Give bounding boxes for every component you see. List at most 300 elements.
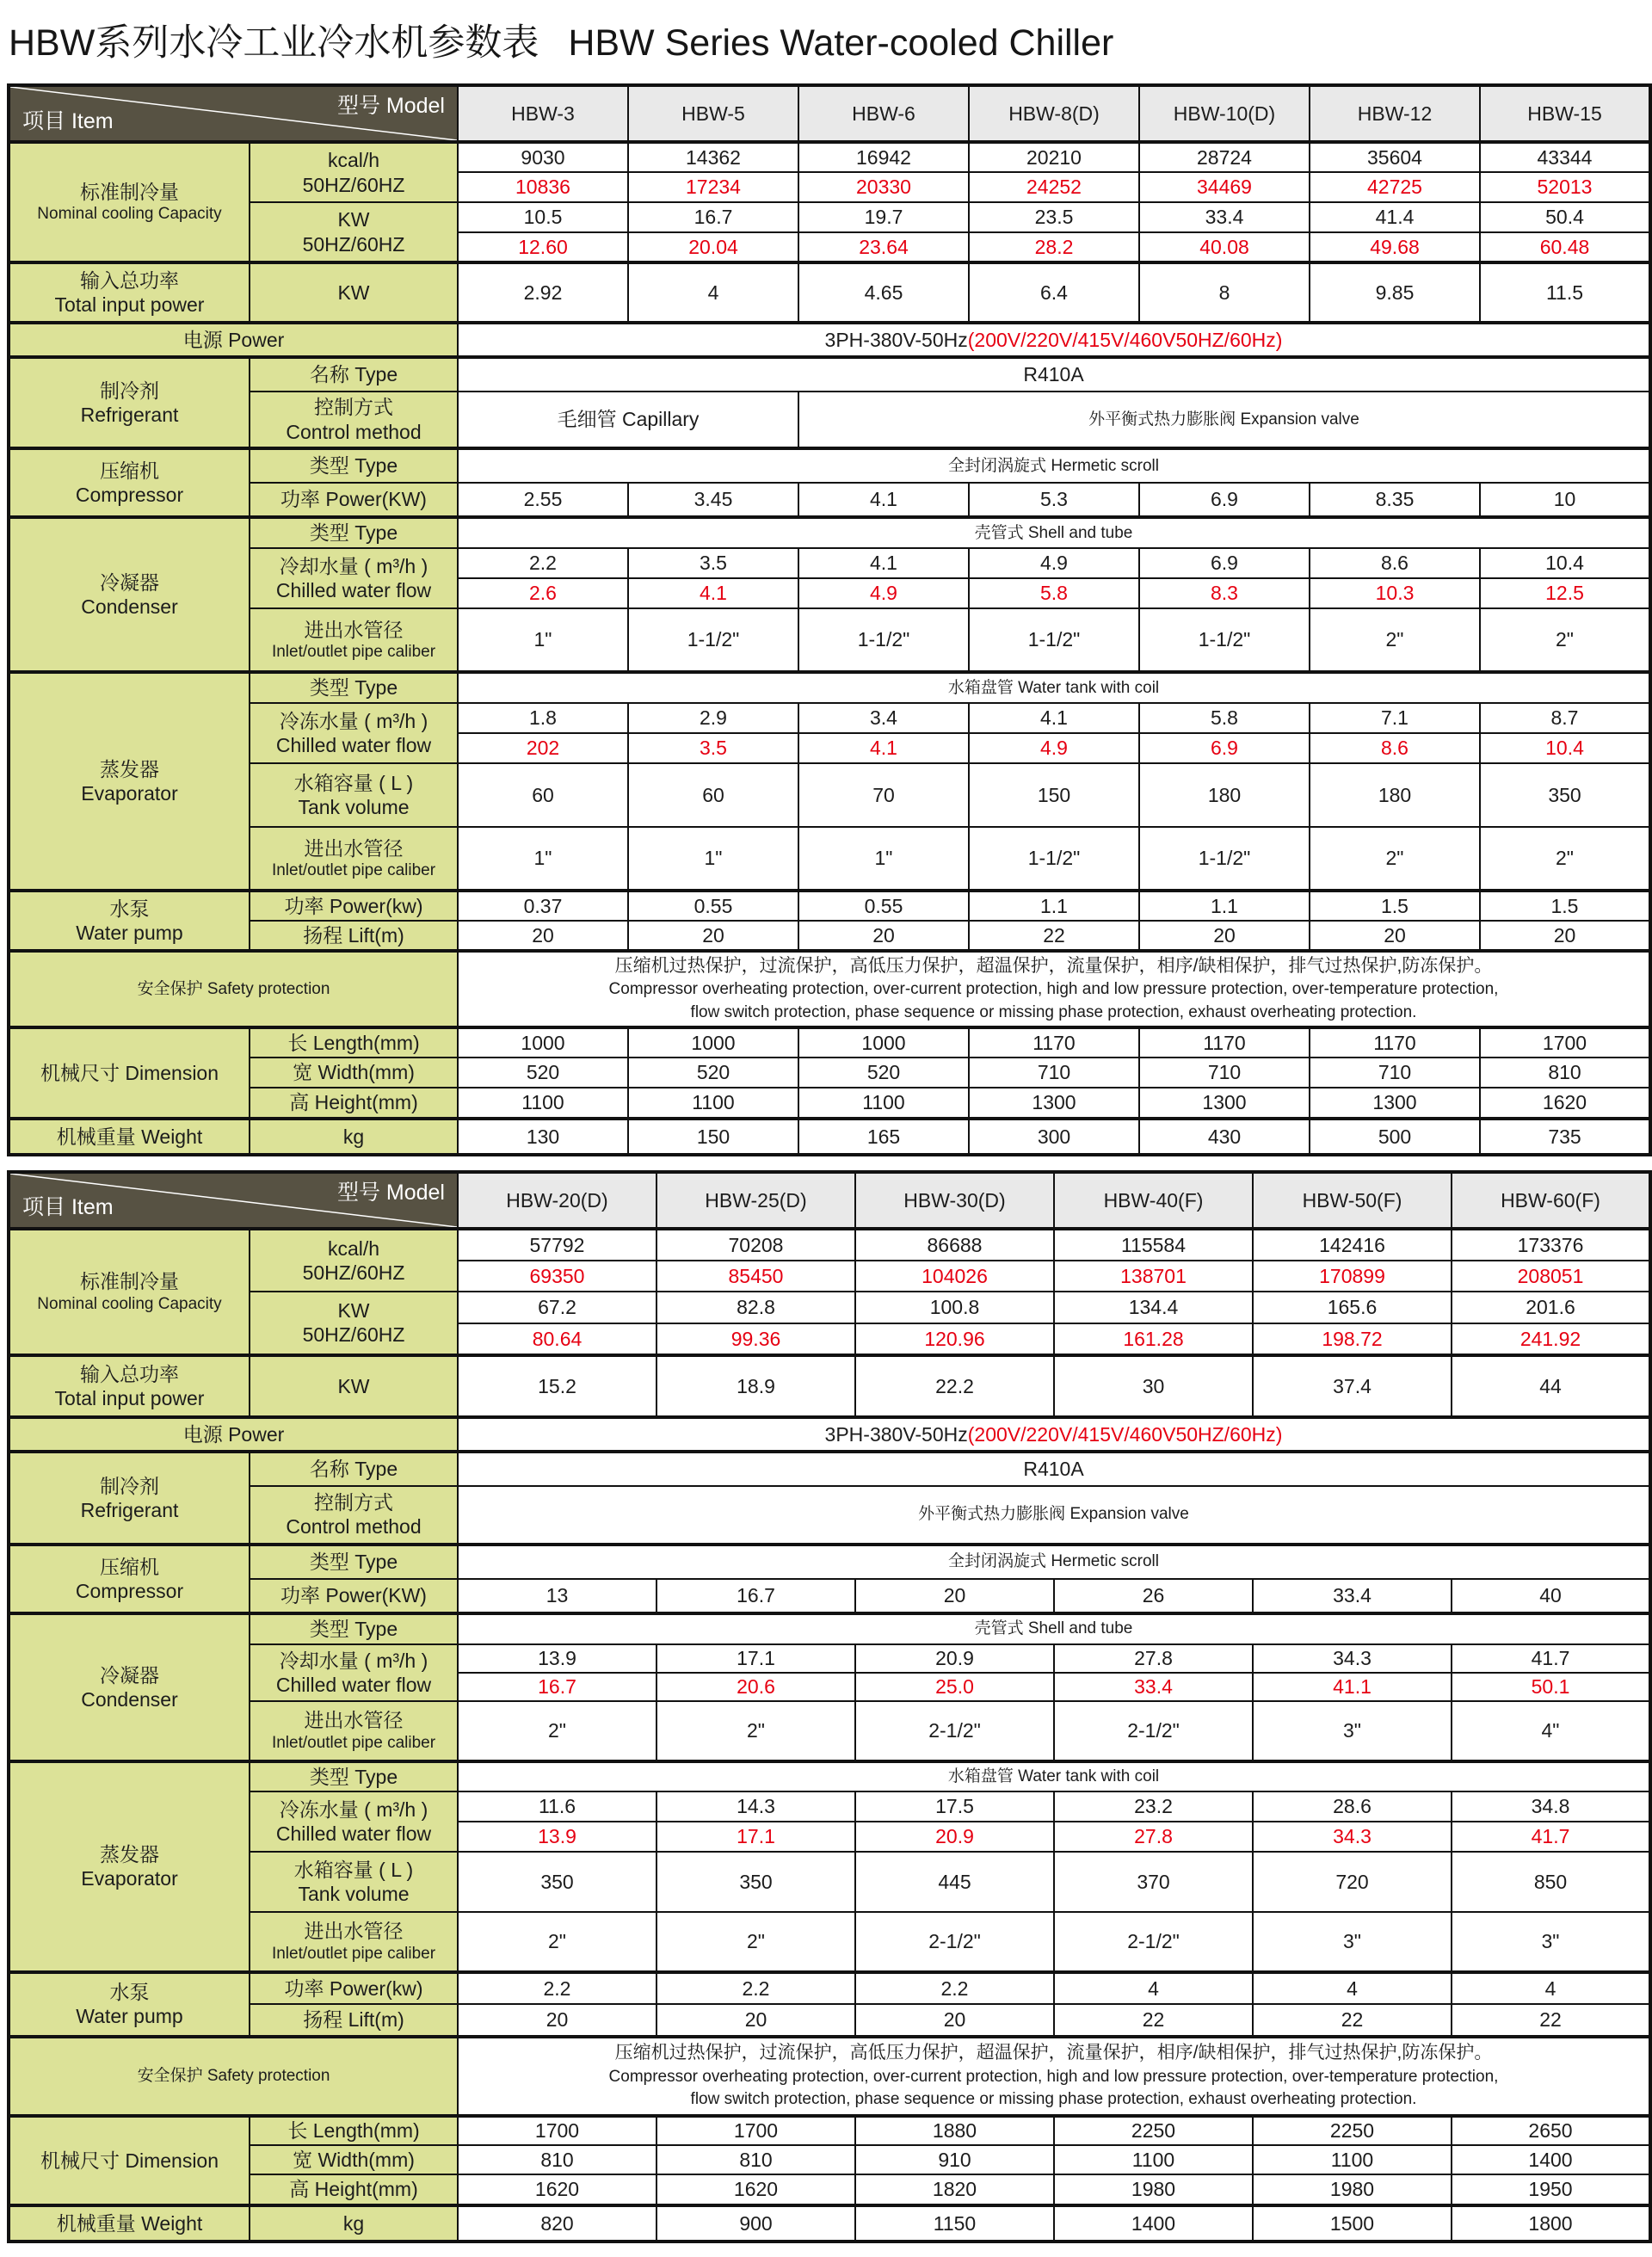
cell-text: 735 bbox=[1548, 1125, 1581, 1148]
cell-text: 28.6 bbox=[1333, 1795, 1372, 1818]
cell-text: HBW-50(F) bbox=[1302, 1188, 1402, 1212]
table-row bbox=[9, 2037, 1650, 2116]
power-value-cell bbox=[458, 1417, 1650, 1452]
cell-text: 12.5 bbox=[1545, 582, 1584, 605]
cell-text: 2.2 bbox=[529, 552, 557, 575]
cell-text: 5.3 bbox=[1040, 488, 1068, 511]
cell-text: 全封闭涡旋式 Hermetic scroll bbox=[948, 1552, 1159, 1571]
value-cell bbox=[1480, 1119, 1650, 1155]
cell-text: 23.5 bbox=[1034, 206, 1074, 229]
value-cell-red bbox=[798, 172, 969, 202]
cell-text: 60 bbox=[532, 783, 554, 806]
cell-text: 名称 Type bbox=[309, 1458, 398, 1481]
cell-text: 1.1 bbox=[1040, 894, 1068, 917]
cell-text: 2" bbox=[747, 1930, 765, 1953]
cell-text: KW bbox=[337, 208, 370, 231]
cell-text: 进出水管径 bbox=[304, 836, 404, 860]
item-label-cell bbox=[9, 142, 250, 262]
cell-text: 41.7 bbox=[1531, 1825, 1570, 1848]
cell-text: 20210 bbox=[1026, 145, 1082, 169]
cell-text: 8 bbox=[1218, 281, 1230, 304]
cell-text: 910 bbox=[938, 2148, 971, 2171]
cell-text: 20.9 bbox=[935, 1825, 974, 1848]
cell-text: 3.5 bbox=[700, 737, 727, 760]
table-row bbox=[9, 2116, 1650, 2145]
table-row bbox=[9, 921, 1650, 951]
value-cell bbox=[656, 1229, 855, 1261]
cell-text: 1.8 bbox=[529, 706, 557, 730]
sub-label-cell bbox=[250, 1229, 458, 1292]
value-cell-red bbox=[969, 578, 1139, 608]
table-row bbox=[9, 1701, 1650, 1761]
cell-text: KW bbox=[337, 1374, 370, 1397]
sub-label-cell bbox=[250, 827, 458, 891]
cell-text: 138701 bbox=[1120, 1264, 1187, 1287]
value-cell bbox=[1253, 1701, 1452, 1761]
model-header-cell bbox=[969, 85, 1139, 142]
cell-text: 2.55 bbox=[523, 488, 563, 511]
cell-text: 标准制冷量 bbox=[80, 181, 179, 204]
sub-label-cell bbox=[250, 1761, 458, 1791]
cell-text: Compressor bbox=[75, 484, 184, 506]
cell-text: 1170 bbox=[1373, 1031, 1416, 1054]
cell-text: 520 bbox=[866, 1061, 901, 1084]
value-cell-red bbox=[1054, 1822, 1253, 1852]
cell-text: 1-1/2" bbox=[1198, 628, 1251, 651]
cell-text: 350 bbox=[1548, 783, 1581, 806]
value-cell bbox=[798, 202, 969, 232]
cell-text: 3" bbox=[1343, 1719, 1361, 1742]
value-cell bbox=[1253, 1972, 1452, 2004]
value-cell bbox=[1253, 2145, 1452, 2174]
table-row bbox=[9, 951, 1650, 1027]
cell-text: 22 bbox=[1043, 923, 1065, 947]
cell-text: 41.1 bbox=[1333, 1675, 1372, 1699]
sub-label-cell bbox=[250, 1027, 458, 1058]
value-cell-red bbox=[1310, 733, 1480, 763]
value-cell bbox=[656, 2145, 855, 2174]
table-row bbox=[9, 1912, 1650, 1972]
cell-text: 4 bbox=[1148, 1976, 1159, 2000]
cell-text: HBW-12 bbox=[1357, 102, 1433, 125]
value-cell bbox=[1253, 2116, 1452, 2145]
cell-text: 20 bbox=[872, 923, 895, 947]
cell-text: 20.6 bbox=[737, 1675, 775, 1699]
cell-text: 水箱盘管 Water tank with coil bbox=[947, 1767, 1160, 1785]
cell-text: 1880 bbox=[932, 2119, 977, 2143]
value-cell bbox=[1452, 1852, 1650, 1912]
table-row bbox=[9, 1452, 1650, 1486]
value-cell bbox=[1253, 2174, 1452, 2205]
value-cell bbox=[458, 891, 628, 921]
cell-text: 3.4 bbox=[870, 706, 897, 730]
sub-label-cell bbox=[250, 517, 458, 548]
value-cell bbox=[1452, 2145, 1650, 2174]
cell-text: 类型 Type bbox=[309, 1765, 398, 1788]
value-cell bbox=[458, 1229, 656, 1261]
merged-value-cell bbox=[458, 1613, 1650, 1644]
cell-text: 13.9 bbox=[538, 1647, 576, 1670]
cell-text: 16.7 bbox=[737, 1584, 775, 1607]
cell-text: 20 bbox=[1213, 923, 1236, 947]
cell-text: Refrigerant bbox=[80, 404, 179, 426]
cell-text: 30 bbox=[1142, 1374, 1165, 1397]
value-cell bbox=[1310, 202, 1480, 232]
merged-value-cell bbox=[798, 392, 1650, 448]
cell-text: 1620 bbox=[733, 2178, 779, 2201]
value-cell-red bbox=[628, 733, 798, 763]
cell-text: Nominal cooling Capacity bbox=[37, 1294, 222, 1313]
cell-text: 20.04 bbox=[688, 235, 738, 258]
cell-text: 1700 bbox=[733, 2119, 779, 2143]
cell-text: 9030 bbox=[521, 145, 565, 169]
value-cell bbox=[656, 2004, 855, 2037]
value-cell bbox=[1310, 1088, 1480, 1119]
sub-label-cell bbox=[250, 1292, 458, 1355]
value-cell bbox=[656, 2174, 855, 2205]
value-cell bbox=[1452, 2205, 1650, 2242]
cell-text: 2.2 bbox=[940, 1976, 969, 2000]
cell-text: KW bbox=[337, 281, 370, 304]
cell-text: Water pump bbox=[76, 2005, 183, 2028]
value-cell-red bbox=[656, 1673, 855, 1701]
cell-text: 类型 Type bbox=[309, 1551, 398, 1574]
table-row bbox=[9, 85, 1650, 142]
value-cell bbox=[656, 1355, 855, 1417]
value-cell-red bbox=[1139, 578, 1310, 608]
cell-text: 34469 bbox=[1197, 176, 1252, 199]
value-cell bbox=[1253, 1912, 1452, 1972]
cell-text: Chilled water flow bbox=[275, 1673, 432, 1696]
value-cell bbox=[969, 483, 1139, 517]
spec-table-1 bbox=[7, 83, 1652, 1156]
cell-text: 功率 Power(kw) bbox=[284, 1976, 423, 2000]
value-cell bbox=[628, 548, 798, 578]
cell-text: 制冷剂 bbox=[100, 1474, 159, 1497]
cell-text: 4.1 bbox=[870, 552, 897, 575]
value-cell bbox=[1139, 202, 1310, 232]
value-cell bbox=[1139, 703, 1310, 733]
sub-label-cell bbox=[250, 672, 458, 703]
safety-text-cell bbox=[458, 951, 1650, 1027]
value-cell bbox=[1139, 1088, 1310, 1119]
cell-text: Chilled water flow bbox=[275, 1822, 432, 1845]
cell-text: 1620 bbox=[534, 2178, 580, 2201]
value-cell bbox=[855, 1229, 1054, 1261]
cell-text: 37.4 bbox=[1333, 1374, 1372, 1397]
cell-text: Inlet/outlet pipe caliber bbox=[271, 860, 436, 879]
cell-text: 1620 bbox=[1542, 1091, 1587, 1114]
safety-protection-line: 压缩机过热保护，过流保护，高低压力保护，超温保护，流量保护，相序/缺相保护，排气过热保护,防冻保护。 bbox=[614, 956, 1493, 976]
cell-text: 1-1/2" bbox=[857, 628, 910, 651]
value-cell bbox=[798, 548, 969, 578]
value-cell bbox=[1139, 763, 1310, 827]
table-row bbox=[9, 2174, 1650, 2205]
cell-text: 1100 bbox=[1131, 2148, 1175, 2171]
merged-value-cell bbox=[458, 1486, 1650, 1545]
cell-text: 2" bbox=[747, 1719, 765, 1742]
value-cell-red bbox=[458, 1261, 656, 1292]
cell-text: 1000 bbox=[691, 1031, 736, 1054]
cell-text: 17.1 bbox=[737, 1647, 775, 1670]
sub-label-cell bbox=[250, 2145, 458, 2174]
value-cell-red bbox=[656, 1323, 855, 1355]
cell-text: 2-1/2" bbox=[928, 1930, 981, 1953]
cell-text: 类型 Type bbox=[309, 454, 398, 478]
cell-text: 165.6 bbox=[1327, 1296, 1378, 1319]
value-cell bbox=[1480, 1058, 1650, 1088]
page-title-zh: HBW系列水冷工业冷水机参数表 bbox=[9, 22, 539, 64]
cell-text: 82.8 bbox=[737, 1296, 775, 1319]
value-cell-red bbox=[458, 1822, 656, 1852]
value-cell bbox=[798, 483, 969, 517]
cell-text: 壳管式 Shell and tube bbox=[974, 1619, 1133, 1638]
cell-text: Total input power bbox=[54, 293, 205, 316]
value-cell-red bbox=[628, 172, 798, 202]
value-cell-red bbox=[1253, 1673, 1452, 1701]
cell-text: 26 bbox=[1142, 1584, 1165, 1607]
value-cell bbox=[1310, 703, 1480, 733]
table-row bbox=[9, 1972, 1650, 2004]
value-cell bbox=[458, 2205, 656, 2242]
cell-text: 1800 bbox=[1528, 2211, 1573, 2235]
value-cell-red bbox=[855, 1261, 1054, 1292]
value-cell bbox=[656, 1972, 855, 2004]
value-cell-red bbox=[1452, 1673, 1650, 1701]
value-cell bbox=[1310, 608, 1480, 672]
cell-text: 20 bbox=[1384, 923, 1406, 947]
table-row bbox=[9, 1761, 1650, 1791]
model-header-cell bbox=[656, 1172, 855, 1229]
cell-text: 1700 bbox=[534, 2119, 580, 2143]
cell-text: 8.35 bbox=[1375, 488, 1415, 511]
value-cell bbox=[1253, 1791, 1452, 1822]
cell-text: 100.8 bbox=[929, 1296, 980, 1319]
cell-text: kg bbox=[342, 1125, 365, 1148]
value-cell bbox=[1310, 921, 1480, 951]
value-cell bbox=[969, 827, 1139, 891]
value-cell bbox=[628, 142, 798, 172]
cell-text: 20 bbox=[702, 923, 724, 947]
cell-text: 24252 bbox=[1026, 176, 1082, 199]
cell-text: HBW-15 bbox=[1527, 102, 1602, 125]
cell-text: 类型 Type bbox=[309, 1618, 398, 1641]
cell-text: 710 bbox=[1378, 1061, 1412, 1084]
cell-text: 8.6 bbox=[1381, 737, 1409, 760]
value-cell bbox=[458, 1027, 628, 1058]
sub-label-cell bbox=[250, 1119, 458, 1155]
cell-text: 3.45 bbox=[693, 488, 733, 511]
cell-text: 1700 bbox=[1542, 1031, 1587, 1054]
item-label-cell bbox=[9, 891, 250, 951]
cell-text: 44 bbox=[1539, 1374, 1562, 1397]
value-cell bbox=[656, 2116, 855, 2145]
cell-text: 2" bbox=[1385, 628, 1404, 651]
cell-text: 1" bbox=[874, 847, 893, 870]
value-cell bbox=[1452, 2004, 1650, 2037]
item-label-cell bbox=[9, 357, 250, 448]
value-cell-red bbox=[1054, 1673, 1253, 1701]
cell-text: 安全保护 Safety protection bbox=[137, 2066, 330, 2085]
cell-text: 2.6 bbox=[529, 582, 557, 605]
value-cell bbox=[1452, 1355, 1650, 1417]
sub-label-cell bbox=[250, 1452, 458, 1486]
cell-text: 1300 bbox=[1202, 1091, 1247, 1114]
cell-text: 6.9 bbox=[1211, 488, 1238, 511]
value-cell-red bbox=[969, 733, 1139, 763]
cell-text: 2" bbox=[548, 1719, 566, 1742]
cell-text: 长 Length(mm) bbox=[287, 1031, 420, 1054]
cell-text: 扬程 Lift(m) bbox=[303, 923, 404, 947]
table-row bbox=[9, 1644, 1650, 1673]
cell-text: 7.1 bbox=[1381, 706, 1409, 730]
item-label-cell bbox=[9, 262, 250, 323]
value-cell bbox=[855, 2145, 1054, 2174]
value-cell bbox=[1480, 548, 1650, 578]
cell-text: 1100 bbox=[521, 1091, 564, 1114]
cell-text: 710 bbox=[1037, 1061, 1071, 1084]
table-row bbox=[9, 1292, 1650, 1323]
cell-text: 冷凝器 bbox=[100, 570, 159, 594]
value-cell-red bbox=[855, 1323, 1054, 1355]
cell-text: 28.2 bbox=[1034, 235, 1074, 258]
cell-text: 810 bbox=[1548, 1061, 1581, 1084]
cell-text: 电源 Power bbox=[182, 1422, 285, 1446]
cell-text: 2.2 bbox=[543, 1976, 571, 2000]
value-cell-red bbox=[798, 733, 969, 763]
table-row bbox=[9, 1355, 1650, 1417]
cell-text: 201.6 bbox=[1526, 1296, 1575, 1319]
cell-text: Inlet/outlet pipe caliber bbox=[271, 1733, 436, 1752]
cell-text: HBW-40(F) bbox=[1103, 1188, 1204, 1212]
cell-text: 720 bbox=[1335, 1870, 1369, 1893]
cell-text: 1820 bbox=[932, 2178, 977, 2201]
cell-text: 25.0 bbox=[935, 1675, 974, 1699]
cell-text: 50HZ/60HZ bbox=[302, 173, 405, 196]
value-cell bbox=[855, 1579, 1054, 1613]
cell-text: 19.7 bbox=[864, 206, 903, 229]
cell-text: Chilled water flow bbox=[275, 734, 432, 756]
cell-text: 机械尺寸 Dimension bbox=[40, 1061, 219, 1084]
cell-text: 水泵 bbox=[109, 897, 150, 920]
cell-text: 20 bbox=[546, 2008, 569, 2032]
value-cell bbox=[1139, 483, 1310, 517]
table-row bbox=[9, 1058, 1650, 1088]
sub-label-cell bbox=[250, 891, 458, 921]
table-row bbox=[9, 1417, 1650, 1452]
cell-text: 6.9 bbox=[1211, 552, 1238, 575]
value-cell bbox=[458, 1088, 628, 1119]
value-cell bbox=[458, 2145, 656, 2174]
table-row bbox=[9, 448, 1650, 483]
value-cell-red bbox=[1139, 733, 1310, 763]
merged-value-cell bbox=[458, 392, 798, 448]
cell-text: 制冷剂 bbox=[100, 379, 159, 402]
cell-text: 6.4 bbox=[1040, 281, 1068, 304]
cell-text: 2-1/2" bbox=[928, 1719, 981, 1742]
value-cell-red bbox=[855, 1822, 1054, 1852]
table-row bbox=[9, 392, 1650, 448]
cell-text: Inlet/outlet pipe caliber bbox=[271, 642, 436, 661]
value-cell bbox=[458, 703, 628, 733]
cell-text: 进出水管径 bbox=[304, 1920, 404, 1943]
cell-text: Evaporator bbox=[81, 1867, 178, 1890]
table-row bbox=[9, 1852, 1650, 1912]
value-cell bbox=[855, 1292, 1054, 1323]
value-cell bbox=[458, 1058, 628, 1088]
sub-label-cell bbox=[250, 763, 458, 827]
cell-text: 208051 bbox=[1517, 1264, 1584, 1287]
cell-text: 宽 Width(mm) bbox=[293, 2148, 415, 2171]
value-cell-red bbox=[1139, 232, 1310, 262]
value-cell bbox=[628, 202, 798, 232]
cell-text: 4.1 bbox=[870, 488, 897, 511]
safety-protection-line: flow switch protection, phase sequence or missing phase protection, exhaust overheating protection. bbox=[690, 1002, 1417, 1021]
value-cell bbox=[1452, 1912, 1650, 1972]
value-cell bbox=[1480, 142, 1650, 172]
table-row bbox=[9, 548, 1650, 578]
item-label-cell bbox=[9, 1545, 250, 1613]
spec-table-2 bbox=[7, 1170, 1652, 2243]
value-cell bbox=[798, 1119, 969, 1155]
table-row bbox=[9, 483, 1650, 517]
safety-text-cell bbox=[458, 2037, 1650, 2116]
cell-text: 33.4 bbox=[1134, 1675, 1173, 1699]
sub-label-cell bbox=[250, 142, 458, 202]
value-cell bbox=[1452, 2116, 1650, 2145]
table-row bbox=[9, 827, 1650, 891]
cell-text: 功率 Power(kw) bbox=[284, 894, 423, 917]
cell-text: Compressor bbox=[75, 1579, 184, 1602]
sub-label-cell bbox=[250, 2205, 458, 2242]
value-cell bbox=[969, 891, 1139, 921]
cell-text: 23.2 bbox=[1134, 1795, 1173, 1818]
value-cell-red bbox=[1480, 232, 1650, 262]
cell-text: 功率 Power(KW) bbox=[280, 488, 427, 511]
cell-text: 20.9 bbox=[935, 1647, 974, 1670]
table-row bbox=[9, 517, 1650, 548]
value-cell bbox=[798, 608, 969, 672]
cell-text: 241.92 bbox=[1519, 1327, 1581, 1350]
cell-text: 壳管式 Shell and tube bbox=[974, 523, 1133, 542]
table-row bbox=[9, 1027, 1650, 1058]
cell-text: 0.55 bbox=[864, 894, 903, 917]
model-header-cell bbox=[1480, 85, 1650, 142]
cell-text: 2-1/2" bbox=[1127, 1930, 1180, 1953]
cell-text: 控制方式 bbox=[314, 396, 393, 419]
cell-text: HBW-10(D) bbox=[1173, 102, 1276, 125]
value-cell bbox=[656, 1644, 855, 1673]
model-header-cell bbox=[798, 85, 969, 142]
merged-value-cell bbox=[458, 1452, 1650, 1486]
cell-text: Inlet/outlet pipe caliber bbox=[271, 1944, 436, 1963]
cell-text: 34.8 bbox=[1531, 1795, 1570, 1818]
cell-text: 外平衡式热力膨胀阀 Expansion valve bbox=[1088, 410, 1359, 429]
value-cell-red bbox=[798, 578, 969, 608]
model-header-cell bbox=[855, 1172, 1054, 1229]
value-cell bbox=[1054, 1791, 1253, 1822]
table-row bbox=[9, 1172, 1650, 1229]
cell-text: 350 bbox=[739, 1870, 773, 1893]
cell-text: 机械尺寸 Dimension bbox=[40, 2149, 219, 2172]
sub-label-cell bbox=[250, 392, 458, 448]
power-value-cell bbox=[458, 323, 1650, 357]
cell-text: 445 bbox=[938, 1870, 971, 1893]
value-cell bbox=[1480, 202, 1650, 232]
cell-text: Evaporator bbox=[81, 782, 178, 805]
value-cell-red bbox=[458, 1673, 656, 1701]
cell-text: Control method bbox=[286, 1515, 422, 1539]
